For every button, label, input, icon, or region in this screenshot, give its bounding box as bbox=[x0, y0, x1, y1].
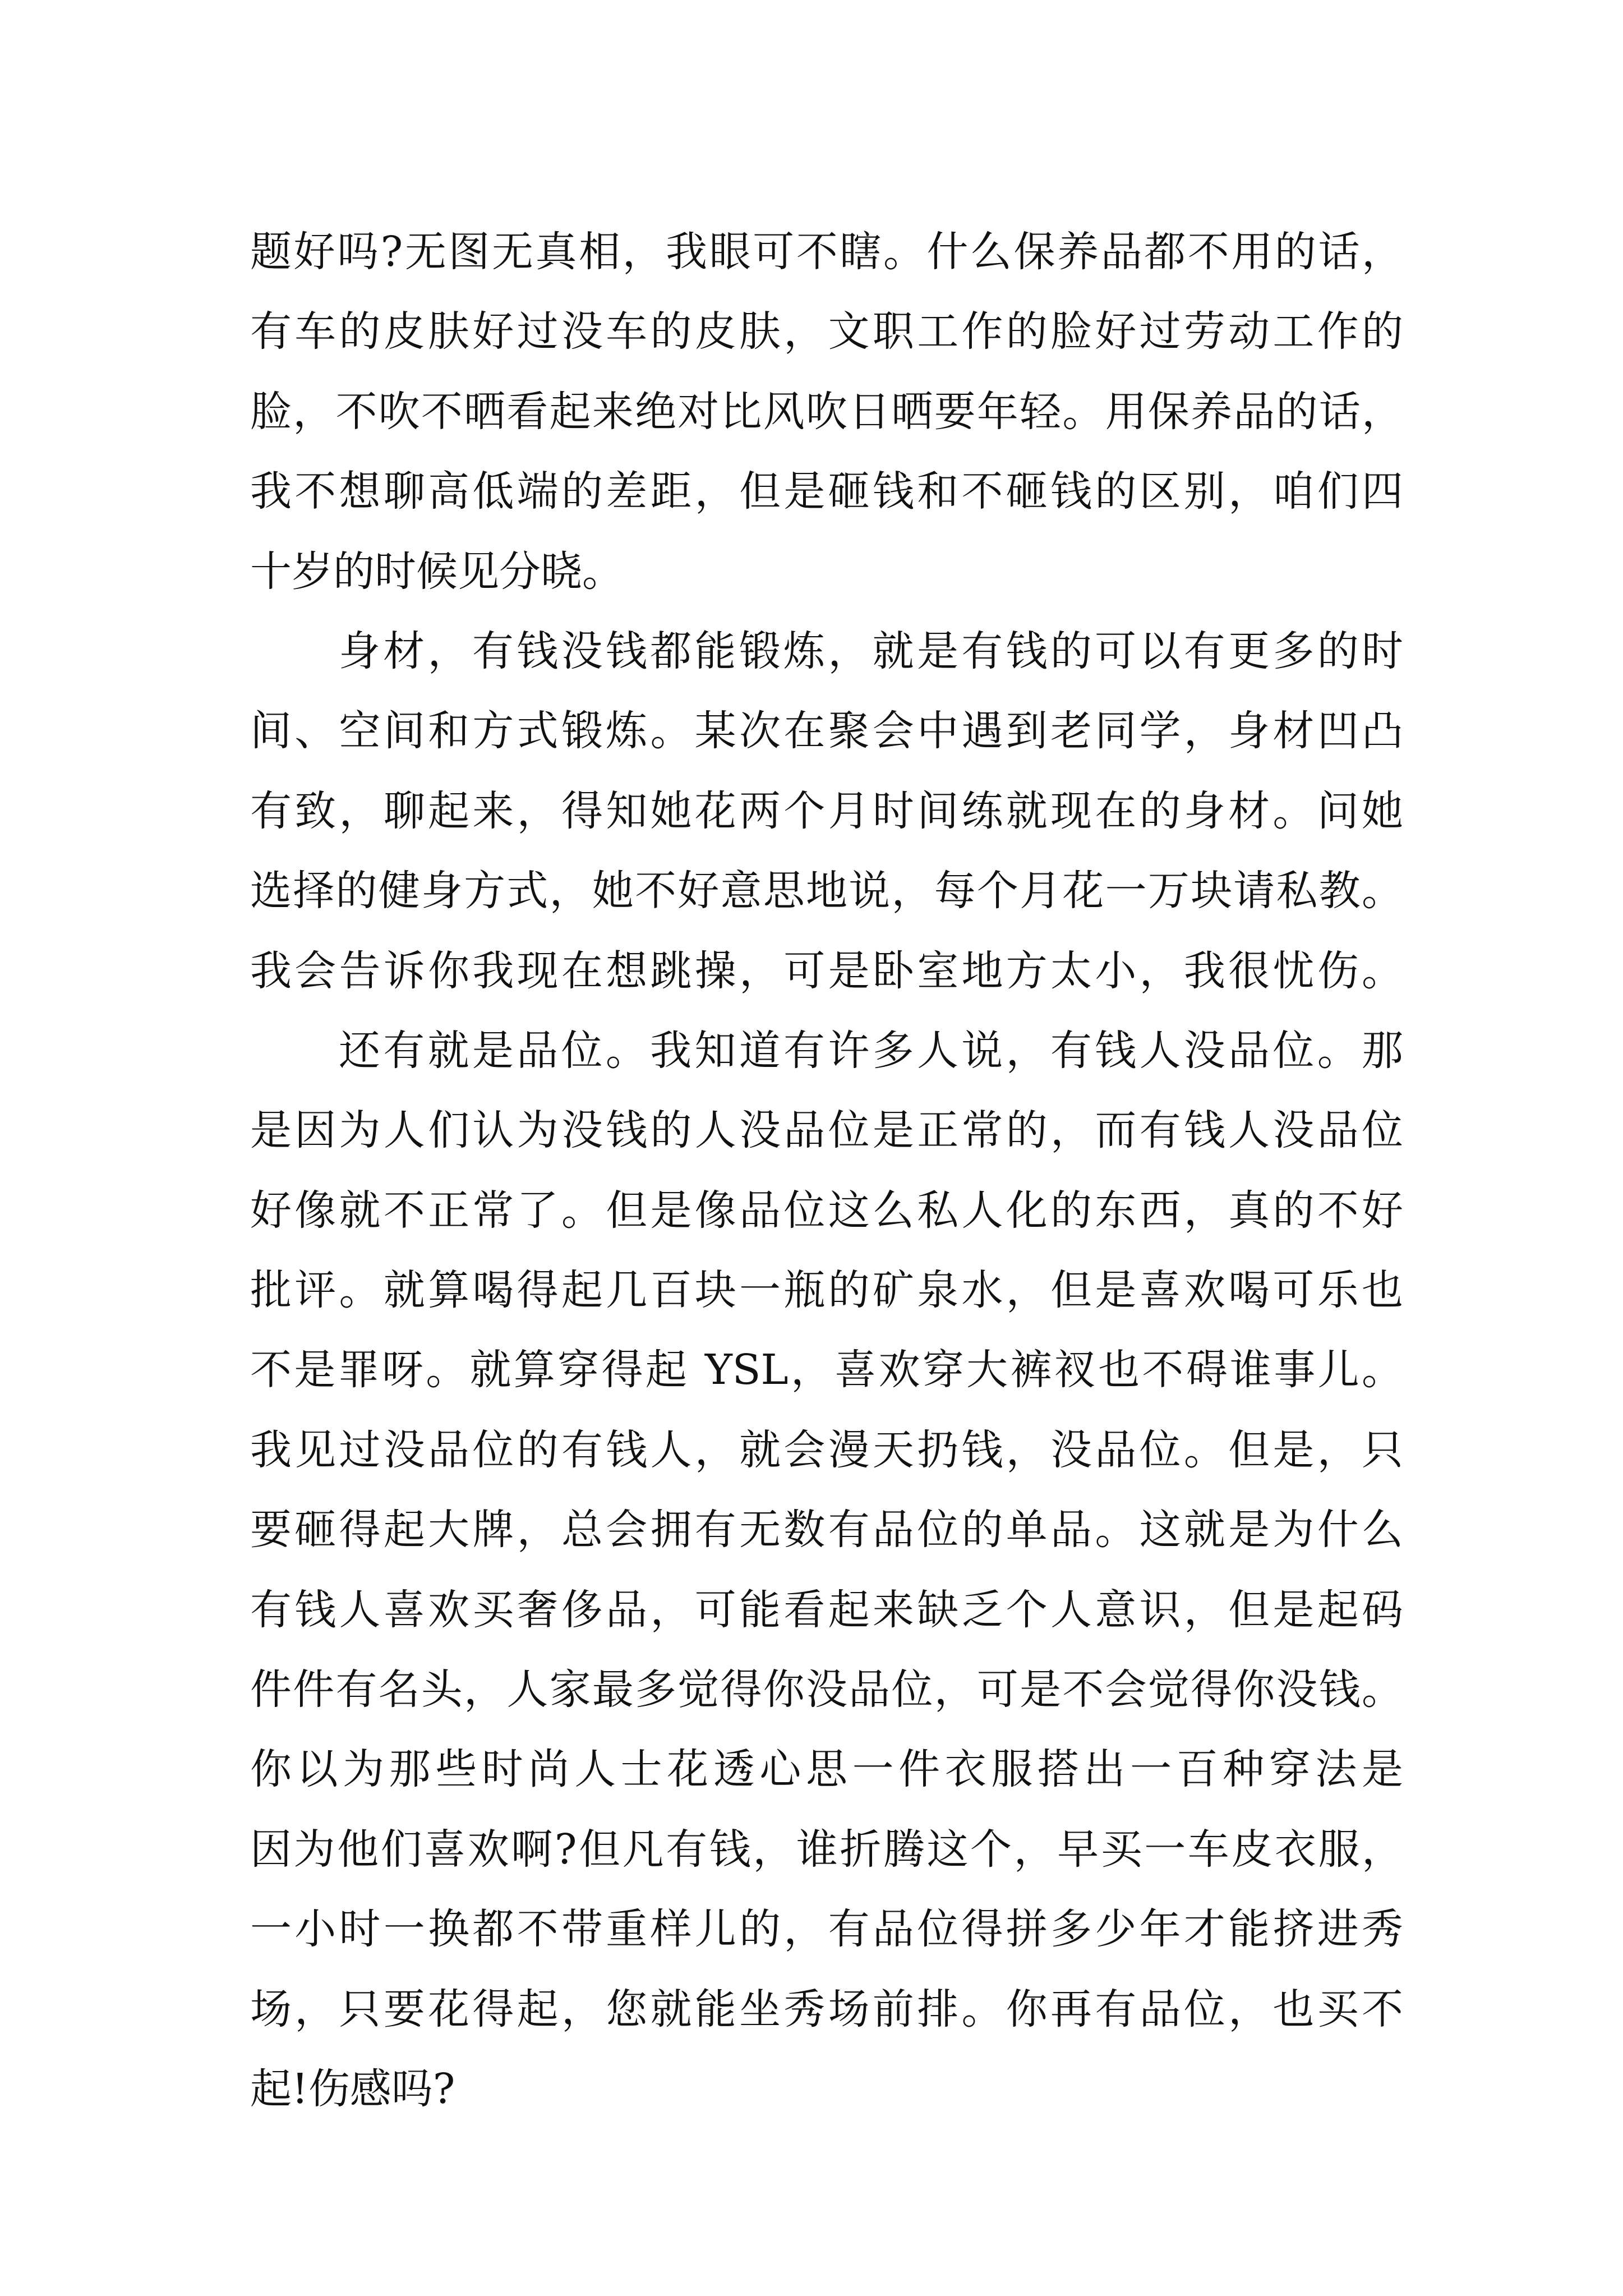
text-line: 间、空间和方式锻炼。某次在聚会中遇到老同学，身材凹凸 bbox=[250, 707, 1403, 756]
paragraph bbox=[250, 611, 1403, 1011]
text-line: 你以为那些时尚人士花透心思一件衣服搭出一百种穿法是 bbox=[250, 1745, 1403, 1794]
text-line: 有车的皮肤好过没车的皮肤，文职工作的脸好过劳动工作的 bbox=[250, 307, 1403, 356]
text-line: 是因为人们认为没钱的人没品位是正常的，而有钱人没品位 bbox=[250, 1106, 1403, 1155]
text-line: 我会告诉你我现在想跳操，可是卧室地方太小，我很忧伤。 bbox=[250, 946, 1403, 995]
text-line: 件件有名头，人家最多觉得你没品位，可是不会觉得你没钱。 bbox=[250, 1665, 1403, 1714]
text-line: 一小时一换都不带重样儿的，有品位得拼多少年才能挤进秀 bbox=[250, 1905, 1403, 1954]
text-line: 因为他们喜欢啊?但凡有钱，谁折腾这个，早买一车皮衣服， bbox=[250, 1825, 1403, 1874]
text-line: 还有就是品位。我知道有许多人说，有钱人没品位。那 bbox=[339, 1026, 1403, 1075]
text-line: 脸，不吹不晒看起来绝对比风吹日晒要年轻。用保养品的话， bbox=[250, 387, 1403, 436]
text-line: 批评。就算喝得起几百块一瓶的矿泉水，但是喜欢喝可乐也 bbox=[250, 1266, 1403, 1315]
text-line: 好像就不正常了。但是像品位这么私人化的东西，真的不好 bbox=[250, 1186, 1403, 1235]
body-text bbox=[250, 212, 1403, 2129]
text-line: 要砸得起大牌，总会拥有无数有品位的单品。这就是为什么 bbox=[250, 1506, 1403, 1554]
text-line: 有致，聊起来，得知她花两个月时间练就现在的身材。问她 bbox=[250, 786, 1403, 835]
paragraph bbox=[250, 212, 1403, 611]
text-line: 不是罪呀。就算穿得起 YSL，喜欢穿大裤衩也不碍谁事儿。 bbox=[250, 1346, 1403, 1395]
text-line: 我不想聊高低端的差距，但是砸钱和不砸钱的区别，咱们四 bbox=[250, 467, 1403, 516]
text-line: 有钱人喜欢买奢侈品，可能看起来缺乏个人意识，但是起码 bbox=[250, 1585, 1403, 1634]
paragraph bbox=[250, 1011, 1403, 2129]
text-line: 我见过没品位的有钱人，就会漫天扔钱，没品位。但是，只 bbox=[250, 1425, 1403, 1474]
text-line: 十岁的时候见分晓。 bbox=[250, 547, 624, 596]
text-line: 起!伤感吗? bbox=[250, 2064, 455, 2113]
text-line: 场，只要花得起，您就能坐秀场前排。你再有品位，也买不 bbox=[250, 1985, 1403, 2033]
text-line: 题好吗?无图无真相，我眼可不瞎。什么保养品都不用的话， bbox=[250, 228, 1403, 276]
text-line: 身材，有钱没钱都能锻炼，就是有钱的可以有更多的时 bbox=[339, 627, 1403, 675]
text-line: 选择的健身方式，她不好意思地说，每个月花一万块请私教。 bbox=[250, 867, 1403, 915]
